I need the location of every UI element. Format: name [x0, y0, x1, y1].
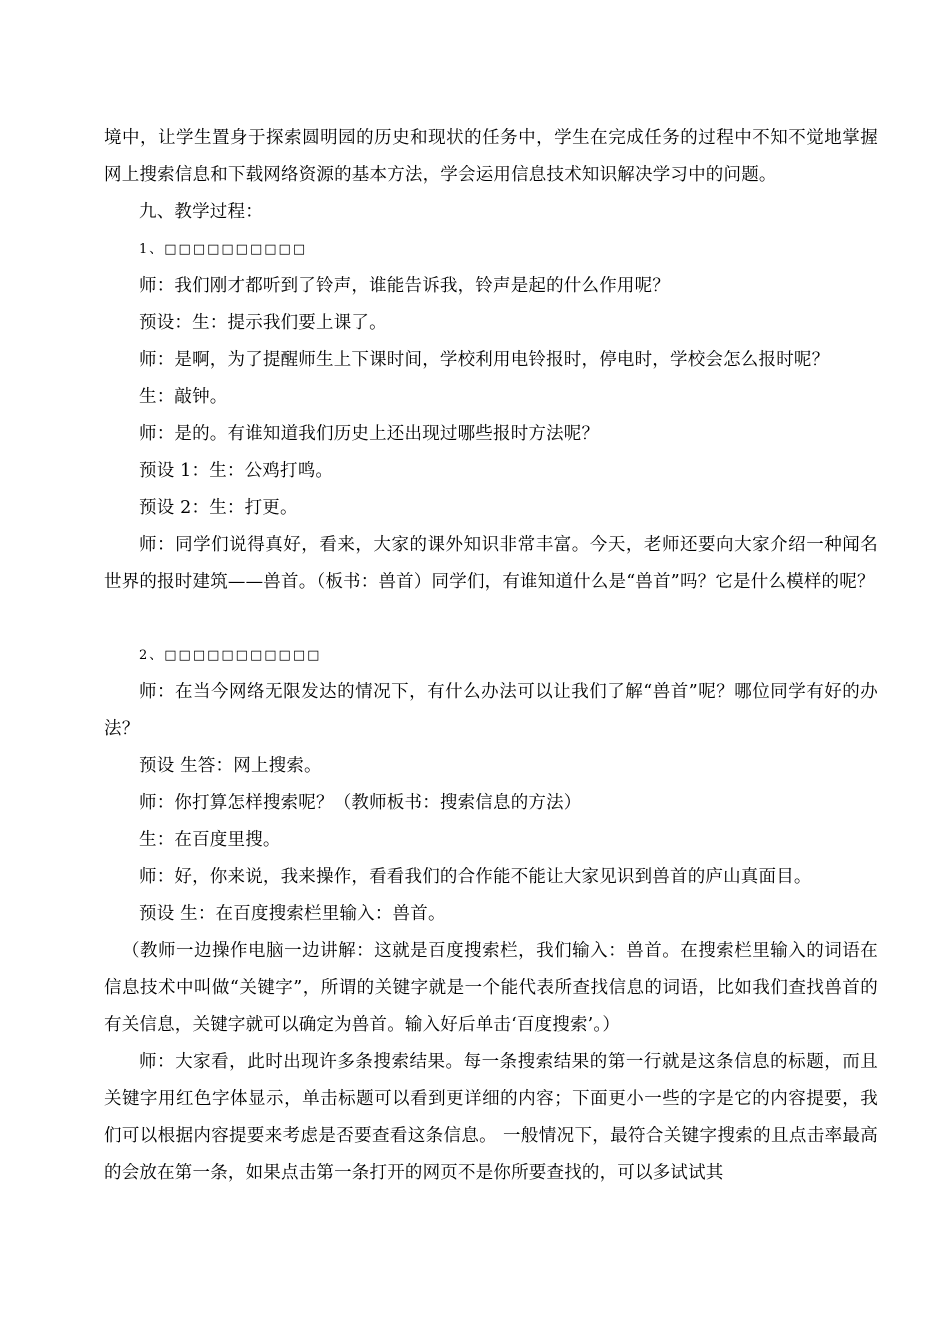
paragraph: 师：在当今网络无限发达的情况下，有什么办法可以让我们了解“兽首”呢？哪位同学有好的办法？ [104, 682, 878, 739]
blank-line [104, 601, 878, 637]
paragraph: 预设 生答：网上搜索。 [139, 756, 322, 776]
paragraph: 预设：生：提示我们要上课了。 [139, 313, 387, 333]
paragraph: （教师一边操作电脑一边讲解：这就是百度搜索栏，我们输入：兽首。在搜索栏里输入的词语在信息技术中叫做“关键字”，所谓的关键字就是一个能代表所查找信息的词语，比如我们查找兽首的有关信息，关键字就可以确定为兽首。输入好后单击‘百度搜索’。） [104, 941, 878, 1035]
paragraph: 生：在百度里搜。 [139, 830, 281, 850]
paragraph: 生：敲钟。 [139, 387, 228, 407]
paragraph: 师：是的。有谁知道我们历史上还出现过哪些报时方法呢？ [139, 424, 600, 444]
paragraph: 预设 2：生：打更。 [139, 498, 298, 518]
paragraph: 预设 生：在百度搜索栏里输入：兽首。 [139, 904, 446, 924]
paragraph: 预设 1：生：公鸡打鸣。 [139, 461, 334, 481]
paragraph: 境中，让学生置身于探索圆明园的历史和现状的任务中，学生在完成任务的过程中不知不觉地掌握网上搜索信息和下载网络资源的基本方法，学会运用信息技术知识解决学习中的问题。 [104, 128, 878, 185]
paragraph: 师：好，你来说，我来操作，看看我们的合作能不能让大家见识到兽首的庐山真面目。 [139, 867, 812, 887]
document-body [104, 120, 878, 1192]
paragraph: 师：同学们说得真好，看来，大家的课外知识非常丰富。今天，老师还要向大家介绍一种闻名世界的报时建筑——兽首。（板书：兽首）同学们，有谁知道什么是“兽首”吗？它是什么模样的呢？ [104, 535, 878, 592]
paragraph: 师：是啊，为了提醒师生上下课时间，学校利用电铃报时，停电时，学校会怎么报时呢？ [139, 350, 830, 370]
paragraph: 师：你打算怎样搜索呢？（教师板书：搜索信息的方法） [139, 793, 582, 813]
paragraph: 师：我们刚才都听到了铃声，谁能告诉我，铃声是起的什么作用呢？ [139, 276, 670, 296]
section-heading: 九、教学过程： [139, 202, 263, 222]
subsection-heading: 2、□□□□□□□□□□□ [139, 648, 322, 663]
subsection-heading: 1、□□□□□□□□□□ [139, 242, 308, 257]
paragraph: 师：大家看，此时出现许多条搜索结果。每一条搜索结果的第一行就是这条信息的标题，而且关键字用红色字体显示，单击标题可以看到更详细的内容；下面更小一些的字是它的内容提要，我们可以根据内容提要来考虑是否要查看这条信息。 一般情况下，最符合关键字搜索的且点击率最高的会放在第一条，如果点击第一条打开的网页不是你所要查找的，可以多试试其 [104, 1052, 878, 1183]
